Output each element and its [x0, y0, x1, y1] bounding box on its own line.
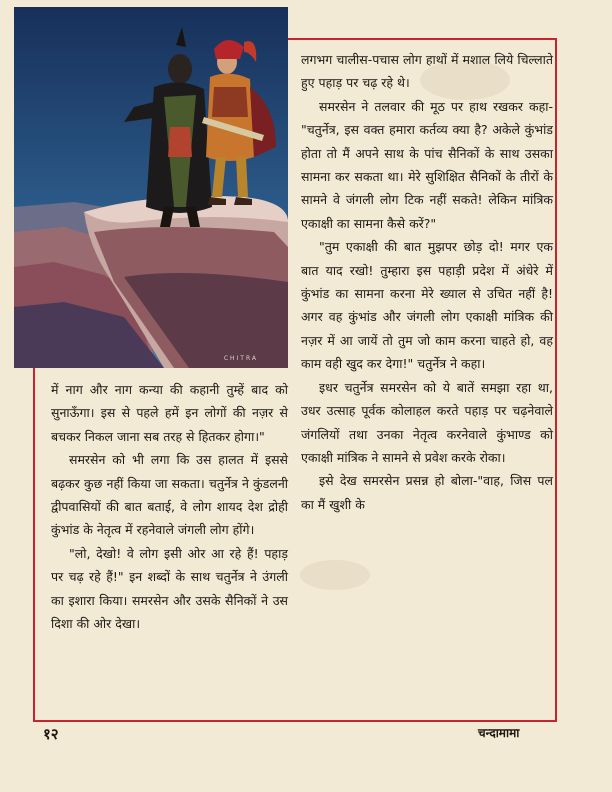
paragraph: "लो, देखो! वे लोग इसी ओर आ रहे हैं! पहाड़ पर चढ़ रहे हैं!" इन शब्दों के साथ चतुर्नेत्र ने उंगली का इशारा किया। समरसेन और उसके सैनिकों ने उस दिशा की ओर देखा।: [51, 545, 288, 632]
two-warriors-on-cliff-illustration: [14, 7, 288, 368]
paragraph: में नाग और नाग कन्या की कहानी तुम्हें बाद को सुनाऊँगा। इस से पहले हमें इन लोगों की नज़र से बचकर निकल जाना सब तरह से हितकर होगा।": [51, 382, 288, 444]
paragraph: इधर चतुर्नेत्र समरसेन को ये बातें समझा रहा था, उधर उत्साह पूर्वक कोलाहल करते पहाड़ पर चढ़नेवाले जंगलियों तथा उनका नेतृत्व करनेवाले कुंभाण्ड को एकाक्षी मांत्रिक ने सामने से प्रवेश करके रोका।: [301, 379, 553, 465]
paragraph: इसे देख समरसेन प्रसन्न हो बोला-"वाह, जिस पल का मैं खुशी के: [301, 473, 553, 512]
left-text-column: [51, 378, 288, 635]
paragraph: समरसेन ने तलवार की मूठ पर हाथ रखकर कहा-"चतुर्नेत्र, इस वक्त हमारा कर्तव्य क्या है? अकेले कुंभांड होता तो मैं अपने साथ के पांच सैनिकों के साथ उसका सामना कर सकता था। मेरे सुशिक्षित सैनिकों के तीरों के सामने वे जंगली लोग टिक नहीं सकते! लेकिन मांत्रिक एकाक्षी का सामना कैसे करें?": [301, 98, 553, 231]
artist-signature: CHITRA: [223, 355, 258, 362]
story-illustration: [14, 7, 288, 368]
page-number: १२: [43, 725, 59, 743]
right-text-column: [301, 48, 553, 516]
magazine-name: चन्दामामा: [478, 726, 520, 740]
paragraph: समरसेन को भी लगा कि उस हालत में इससे बढ़कर कुछ नहीं किया जा सकता। चतुर्नेत्र ने कुंडलनी द्वीपवासियों की बात बताई, वे लोग शायद देश द्रोही कुंभांड के नेतृत्व में रहनेवाले जंगली लोग होंगे।: [51, 452, 288, 538]
paragraph: लगभग चालीस-पचास लोग हाथों में मशाल लिये चिल्लाते हुए पहाड़ पर चढ़ रहे थे।: [301, 52, 553, 91]
paragraph: "तुम एकाक्षी की बात मुझपर छोड़ दो! मगर एक बात याद रखो! तुम्हारा इस पहाड़ी प्रदेश में अंधेरे में कुंभांड का सामना करना मेरे ख्याल से उचित नहीं है! अगर वह कुंभांड और जंगली लोग एकाक्षी मांत्रिक की नज़र में आ जायें तो तुम जो काम करना चाहते हो, वह काम वही खुद कर देगा!" चतुर्नेत्र ने कहा।: [301, 239, 553, 372]
